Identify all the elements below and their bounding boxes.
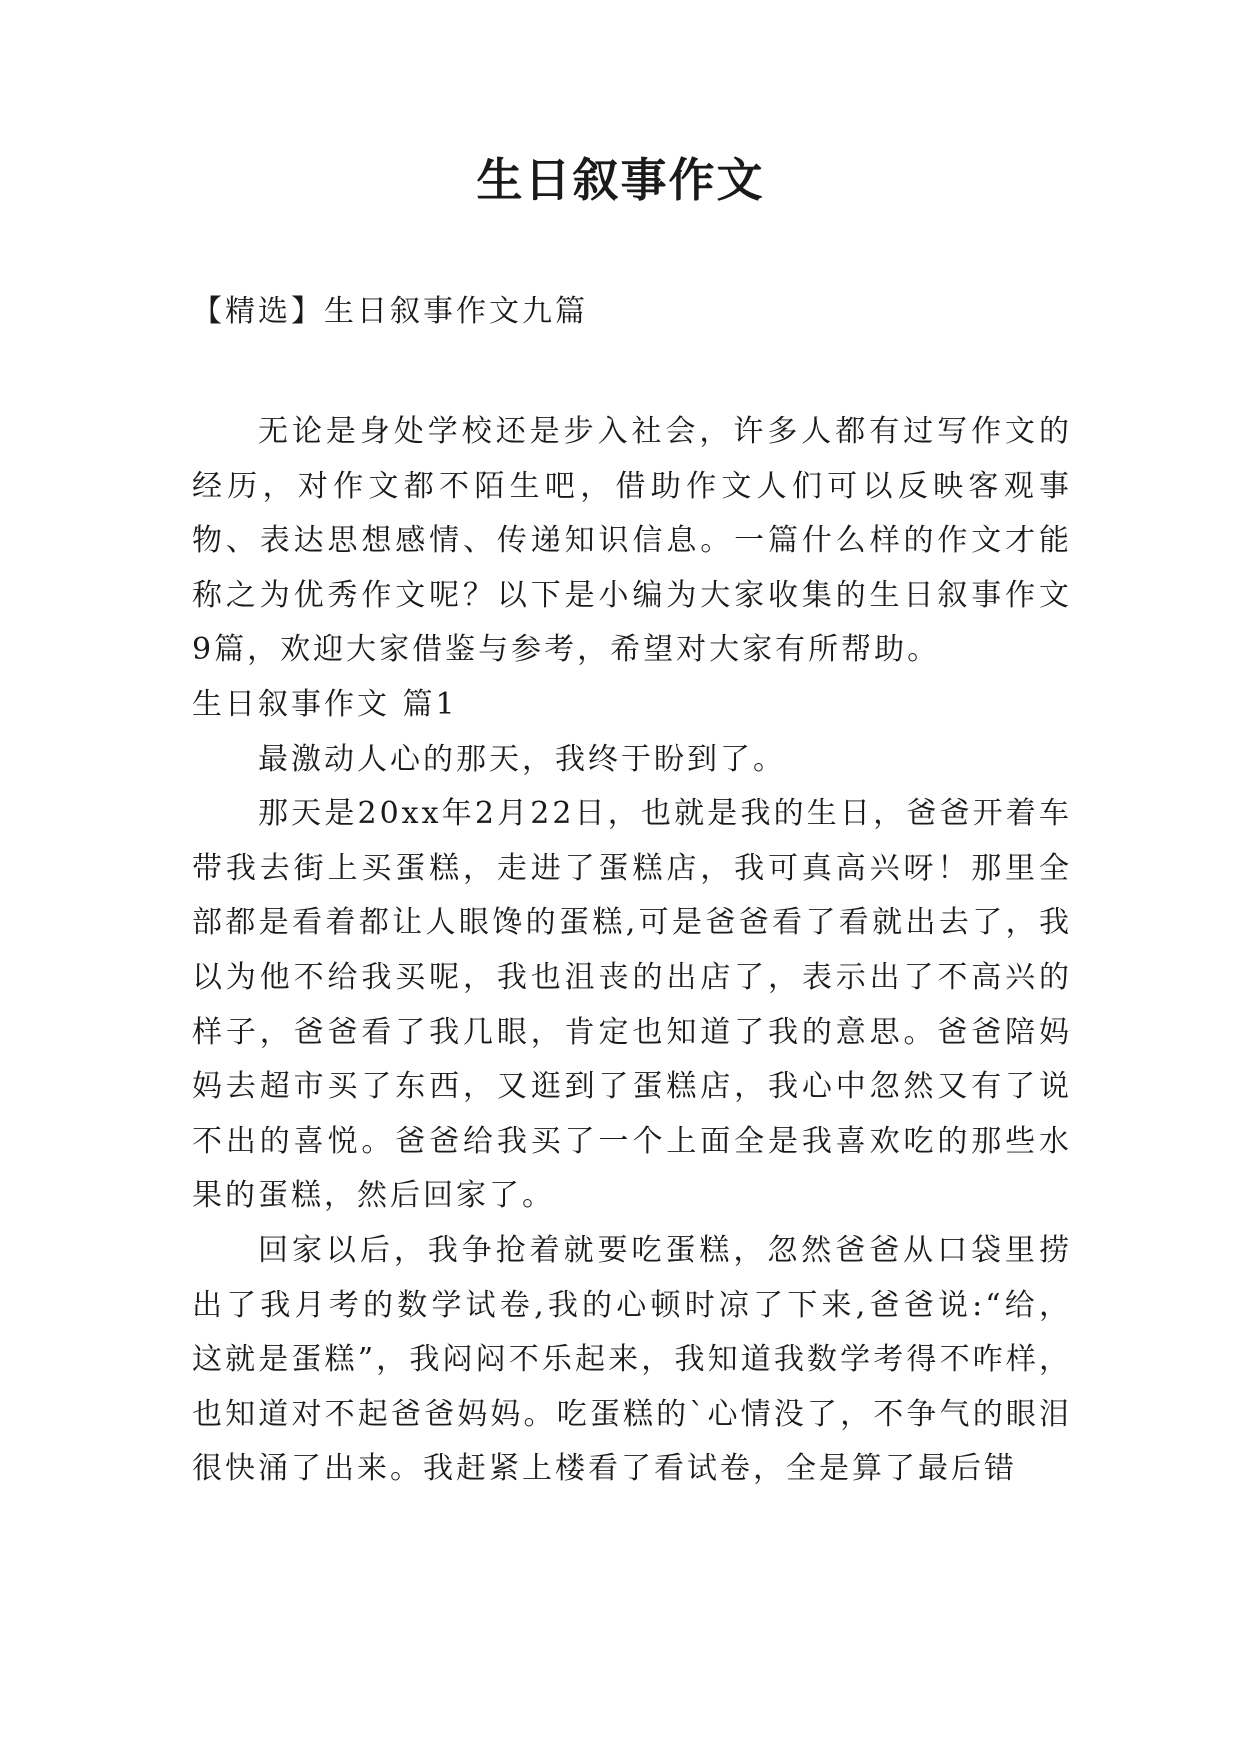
paragraph: 最激动人心的那天，我终于盼到了。: [258, 741, 786, 777]
document-subtitle: 【精选】生日叙事作文九篇: [192, 294, 588, 329]
document-body: [192, 405, 1072, 1497]
paragraph: 那天是20xx年2月22日，也就是我的生日，爸爸开着车带我去街上买蛋糕，走进了蛋糕店，我可真高兴呀！那里全部都是看着都让人眼馋的蛋糕,可是爸爸看了看就出去了，我以为他不给我买呢，我也沮丧的出店了，表示出了不高兴的样子，爸爸看了我几眼，肯定也知道了我的意思。爸爸陪妈妈去超市买了东西，又逛到了蛋糕店，我心中忽然又有了说不出的喜悦。爸爸给我买了一个上面全是我喜欢吃的那些水果的蛋糕，然后回家了。: [192, 796, 1072, 1214]
paragraph: 无论是身处学校还是步入社会，许多人都有过写作文的经历，对作文都不陌生吧，借助作文人们可以反映客观事物、表达思想感情、传递知识信息。一篇什么样的作文才能称之为优秀作文呢？以下是小编为大家收集的生日叙事作文9篇，欢迎大家借鉴与参考，希望对大家有所帮助。: [192, 414, 1072, 668]
paragraph: 回家以后，我争抢着就要吃蛋糕，忽然爸爸从口袋里捞出了我月考的数学试卷,我的心顿时凉了下来,爸爸说:“给，这就是蛋糕”，我闷闷不乐起来，我知道我数学考得不咋样，也知道对不起爸爸妈妈。吃蛋糕的`心情没了，不争气的眼泪很快涌了出来。我赶紧上楼看了看试卷，全是算了最后错: [192, 1232, 1072, 1487]
section-heading: 生日叙事作文 篇1: [192, 686, 458, 722]
document-title: 生日叙事作文: [476, 153, 765, 207]
